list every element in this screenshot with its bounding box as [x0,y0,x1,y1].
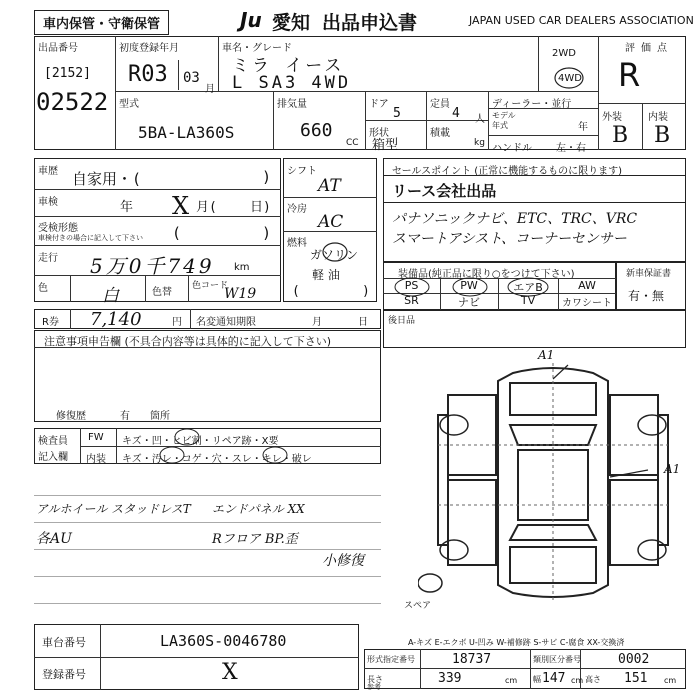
capacity-unit: 人 [475,114,485,125]
model-year-label: モデル [492,111,516,120]
name-change-day: 日 [358,317,368,328]
equip-aw: AW [578,279,596,292]
mileage-label: 走行 [38,253,58,264]
height-unit: cm [664,676,677,685]
plate-mark: X [222,660,238,685]
color-code-label: 色コード [192,281,229,291]
capacity-label: 定員 [430,99,450,110]
notes-label: 注意事項申告欄 (不具合内容等は具体的に記入して下さい) [44,335,332,348]
interior-items: キズ・汚レ・コゲ・穴・スレ・キレ・破レ [122,454,312,465]
shift-value: AT [318,176,341,196]
name-change-label: 名変通知期限 [196,317,256,328]
score-value: R [618,56,641,94]
lot-sub-number: [2152] [44,66,91,81]
interior-score: B [654,123,671,148]
drive-2wd: 2WD [552,48,576,59]
fuel-open: ( [292,284,300,299]
logo-mark: Ju [240,8,262,32]
doors-label: ドア [369,99,389,110]
type-cert-value: 18737 [452,652,492,667]
transfer-sub: 車検付きの場合に記入して下さい [38,234,143,242]
year-unit: 年 [578,122,588,133]
transfer-open: ( [172,224,182,242]
rear-box [383,310,686,348]
fw-label: FW [88,432,104,443]
model-year-label2: 年式 [492,121,508,130]
load-unit: kg [474,138,485,148]
height-label: 高さ [585,675,601,684]
exterior-label: 外装 [602,112,622,123]
fuel-close: ) [362,284,370,299]
ref-label: 参考 [367,683,381,691]
sales-line2: スマートアシスト、コーナーセンサー [392,231,627,247]
diagram-mark-front: A1 [538,348,555,362]
insp-note-1: アルホイール スタッドレスT [36,502,191,516]
model-label: 車名・グレード [222,43,292,54]
sales-headline: リース会社出品 [392,182,497,200]
ac-label: 冷房 [287,204,307,215]
mileage-unit: km [234,262,250,273]
warranty-label: 新車保証書 [626,269,672,279]
color-code: W19 [224,286,257,302]
form-title: 出品申込書 [322,12,418,34]
width-label: 幅 [533,675,541,684]
displacement-label: 排気量 [277,99,307,110]
car-diagram [418,355,688,605]
handle-label: ハンドル [492,143,532,154]
org-name: 愛知 [272,12,311,34]
class-value: 0002 [618,652,650,667]
handle-options: 左・右 [556,143,586,154]
inspector-label2: 記入欄 [38,452,68,463]
insp-note-4: Rフロア BP.歪 [212,532,298,547]
ju-logo [240,8,262,32]
insp-note-3: 各AU [36,531,72,547]
length-value: 339 [438,671,462,686]
height-value: 151 [624,671,648,686]
type-cert-label: 形式指定番号 [367,655,415,664]
length-unit: cm [505,676,518,685]
doors-value: 5 [393,106,401,121]
recycle-label: R券 [42,317,59,328]
color-label: 色 [38,283,48,294]
registration-month: 03 [183,70,200,86]
width-value: 147 [542,671,566,686]
type-label: 型式 [119,99,139,110]
recycle-value: 7,140 [90,309,142,330]
lot-label: 出品番号 [38,43,78,54]
equip-ps: PS [404,279,419,292]
rear-label: 後日品 [388,316,416,326]
recycle-unit: 円 [172,317,182,328]
lot-number: 02522 [36,88,109,116]
fw-items: キズ・凹・ヒビ割・リペア跡・X要 [122,436,279,447]
equip-navi: ナビ [458,296,480,309]
transfer-label: 受検形態 [38,223,78,234]
shape-value: 箱型 [372,138,399,153]
width-unit: cm [571,676,584,685]
model-name: ミラ イース [232,56,345,76]
diagram-mark-side: A1 [664,462,681,476]
equip-airbag: エアB [513,281,543,294]
interior-label: 内装 [648,112,668,123]
mileage-value: 5万0千749 [90,254,215,278]
history-close: ) [262,168,272,186]
name-change-month: 月 [312,317,322,328]
shift-label: シフト [287,166,317,177]
inspection-year: 年 [120,200,134,215]
equip-leather: カワシート [562,298,612,309]
type-value: 5BA-LA360S [138,123,235,142]
capacity-value: 4 [452,106,460,121]
fuel-light-oil: 軽 油 [312,268,340,282]
chassis-value: LA360S-0046780 [160,632,287,650]
registration-label: 初度登録年月 [119,43,179,54]
diagram-legend: A-キズ E-エクボ U-凹み W-補修跡 S-サビ C-腐食 XX-交換済 [408,638,625,647]
fuel-gasoline: ガソリン [310,248,359,262]
fuel-selected-circle [320,240,350,264]
warranty-value: 有・無 [628,289,665,303]
equipment-circles [386,270,616,298]
color-change-label: 色替 [152,287,172,298]
chassis-label: 車台番号 [42,636,86,649]
fuel-label: 燃料 [287,238,307,249]
equipment-label: 装備品(純正品に限り○をつけて下さい) [398,269,575,280]
transfer-close: ) [262,224,272,242]
ac-value: AC [318,212,344,232]
interior-insp-label: 内装 [86,454,106,465]
class-label: 類別区分番号 [533,655,581,664]
load-label: 積載 [430,128,450,139]
inspector-circles [150,428,300,464]
exterior-score: B [612,123,629,148]
drive-4wd-circle [552,66,586,90]
shape-label: 形状 [369,128,389,139]
inspector-label1: 検査員 [38,436,68,447]
plate-label: 登録番号 [42,668,86,681]
dealer-label: ディーラー・並行 [492,99,572,110]
storage-label: 車内保管・守衛保管 [43,17,161,32]
history-value: 自家用・( [72,170,142,188]
repair-part: 箇所 [150,411,170,422]
equip-tv: TV [520,294,536,307]
inspection-day: 日) [250,200,271,215]
insp-note-2: エンドパネル XX [212,502,305,516]
history-label: 車歴 [38,166,58,177]
length-label: 長さ [367,675,383,684]
equip-sr: SR [404,294,419,307]
repair-label: 修復歴 [56,411,86,422]
inspection-label: 車検 [38,197,58,208]
repair-value: 有 [120,411,130,422]
displacement-value: 660 [300,120,333,141]
month-unit: 月 [205,84,215,95]
score-label: 評価点 [625,43,673,54]
association-name: JAPAN USED CAR DEALERS ASSOCIATION [469,14,694,27]
insp-note-5: 小修復 [322,553,364,569]
model-grade: L SA3 4WD [232,73,352,93]
displacement-unit: CC [346,138,359,148]
storage-badge [34,10,169,35]
inspection-month: 月( [196,200,217,215]
sales-point-label: セールスポイント (正常に機能するものに限ります) [392,166,623,177]
registration-year: R03 [128,62,168,87]
inspection-mark: X [172,192,190,220]
equip-pw: PW [460,279,478,292]
spare-label: スペア [404,601,432,611]
color-value: 白 [102,286,119,306]
sales-line1: パナソニックナビ、ETC、TRC、VRC [392,211,638,227]
drive-4wd: 4WD [558,73,582,84]
